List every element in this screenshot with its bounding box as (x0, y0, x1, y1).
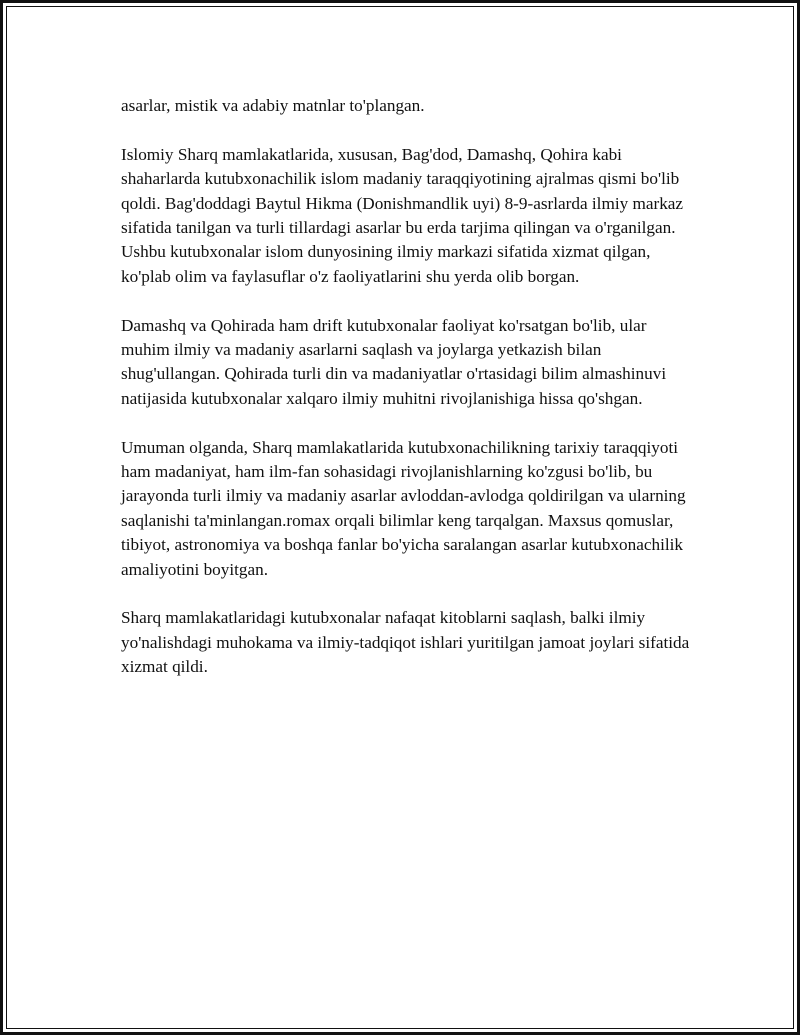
paragraph-4: Umuman olganda, Sharq mamlakatlarida kutubxonachilikning tarixiy taraqqiyoti ham madaniyat, ham ilm-fan sohasidagi rivojlanishlarning ko'zgusi bo'lib, bu jarayonda turli ilmiy va madaniy asarlar avloddan-avlodga qoldirilgan va ularning saqlanishi ta'minlangan.romax orqali bilimlar keng tarqalgan. Maxsus qomuslar, tibiyot, astronomiya va boshqa fanlar bo'yicha saralangan asarlar kutubxonachilik amaliyotini boyitgan. (121, 437, 686, 579)
paragraph-2: Islomiy Sharq mamlakatlarida, xususan, Bag'dod, Damashq, Qohira kabi shaharlarda kutubxonachilik islom madaniy taraqqiyotining ajralmas qismi bo'lib qoldi. Bag'doddagi Baytul Hikma (Donishmandlik uyi) 8-9-asrlarda ilmiy markaz sifatida tanilgan va turli tillardagi asarlar bu erda tarjima qilingan va o'rganilgan. Ushbu kutubxonalar islom dunyosining ilmiy markazi sifatida xizmat qilgan, ko'plab olim va faylasuflar o'z faoliyatlarini shu yerda olib borgan. (121, 144, 684, 286)
paragraph-1: asarlar, mistik va adabiy matnlar to'plangan. (121, 96, 425, 115)
paragraph-3: Damashq va Qohirada ham drift kutubxonalar faoliyat ko'rsatgan bo'lib, ular muhim ilmiy va madaniy asarlarni saqlash va joylarga yetkazish bilan shug'ullangan. Qohirada turli din va madaniyatlar o'rtasidagi bilim almashinuvi natijasida kutubxonalar xalqaro ilmiy muhitni rivojlanishiga hissa qo'shgan. (121, 315, 667, 408)
paragraph-5: Sharq mamlakatlaridagi kutubxonalar nafaqat kitoblarni saqlash, balki ilmiy yo'nalishdagi muhokama va ilmiy-tadqiqot ishlari yuritilgan jamoat joylari sifatida xizmat qildi. (121, 608, 690, 677)
document-body (121, 94, 691, 704)
